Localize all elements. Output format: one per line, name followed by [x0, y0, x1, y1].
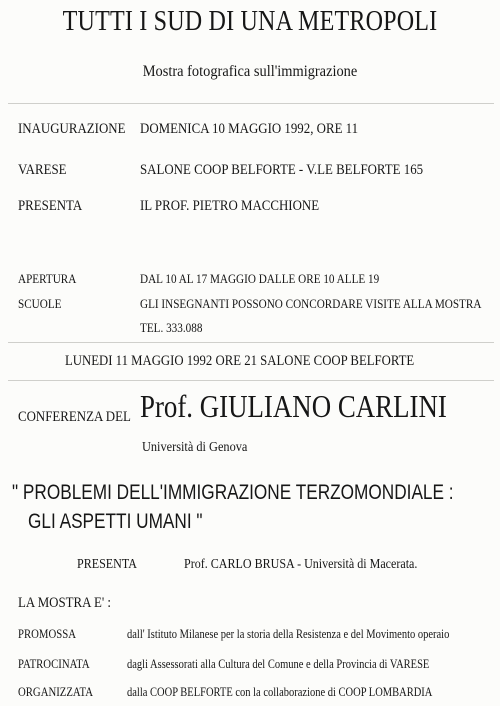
faint-rule	[8, 103, 494, 104]
mostra-value-promossa: dall' Istituto Milanese per la storia della Resistenza e del Movimento operaio	[127, 627, 450, 641]
scuole-label: SCUOLE	[18, 296, 62, 311]
conference-date-line: LUNEDI 11 MAGGIO 1992 ORE 21 SALONE COOP BELFORTE	[65, 353, 415, 369]
info-value-varese: SALONE COOP BELFORTE - V.LE BELFORTE 165	[140, 162, 424, 178]
info-label-varese: VARESE	[18, 162, 67, 178]
conference-presenta-label: PRESENTA	[77, 557, 137, 572]
mostra-label-patrocinata: PATROCINATA	[18, 657, 90, 671]
mostra-label-promossa: PROMOSSA	[18, 627, 76, 641]
info-value-inaugurazione: DOMENICA 10 MAGGIO 1992, ORE 11	[140, 121, 359, 137]
scuole-value: GLI INSEGNANTI POSSONO CONCORDARE VISITE ALLA MOSTRA	[140, 296, 482, 311]
mostra-value-patrocinata: dagli Assessorati alla Cultura del Comune e della Provincia di VARESE	[127, 657, 430, 671]
telephone: TEL. 333.088	[140, 320, 203, 335]
mostra-value-organizzata: dalla COOP BELFORTE con la collaborazione di COOP LOMBARDIA	[127, 685, 433, 699]
conference-topic-line1: " PROBLEMI DELL'IMMIGRAZIONE TERZOMONDIALE :	[12, 481, 454, 504]
conference-topic-line2: GLI ASPETTI UMANI "	[28, 510, 203, 533]
faint-rule	[8, 342, 494, 343]
apertura-value: DAL 10 AL 17 MAGGIO DALLE ORE 10 ALLE 19	[140, 271, 380, 286]
info-value-presenta: IL PROF. PIETRO MACCHIONE	[140, 198, 320, 214]
mostra-label-organizzata: ORGANIZZATA	[18, 685, 93, 699]
conference-speaker: Prof. GIULIANO CARLINI	[140, 388, 447, 424]
apertura-label: APERTURA	[18, 271, 77, 286]
mostra-heading: LA MOSTRA E' :	[18, 595, 112, 611]
poster-title: TUTTI I SUD DI UNA METROPOLI	[62, 6, 438, 37]
poster-subtitle: Mostra fotografica sull'immigrazione	[142, 63, 358, 80]
conference-label: CONFERENZA DEL	[18, 409, 131, 425]
faint-rule	[8, 380, 494, 381]
info-label-inaugurazione: INAUGURAZIONE	[18, 121, 126, 137]
conference-presenta-value: Prof. CARLO BRUSA - Università di Macerata.	[184, 557, 418, 572]
speaker-university: Università di Genova	[142, 440, 248, 455]
info-label-presenta: PRESENTA	[18, 198, 83, 214]
